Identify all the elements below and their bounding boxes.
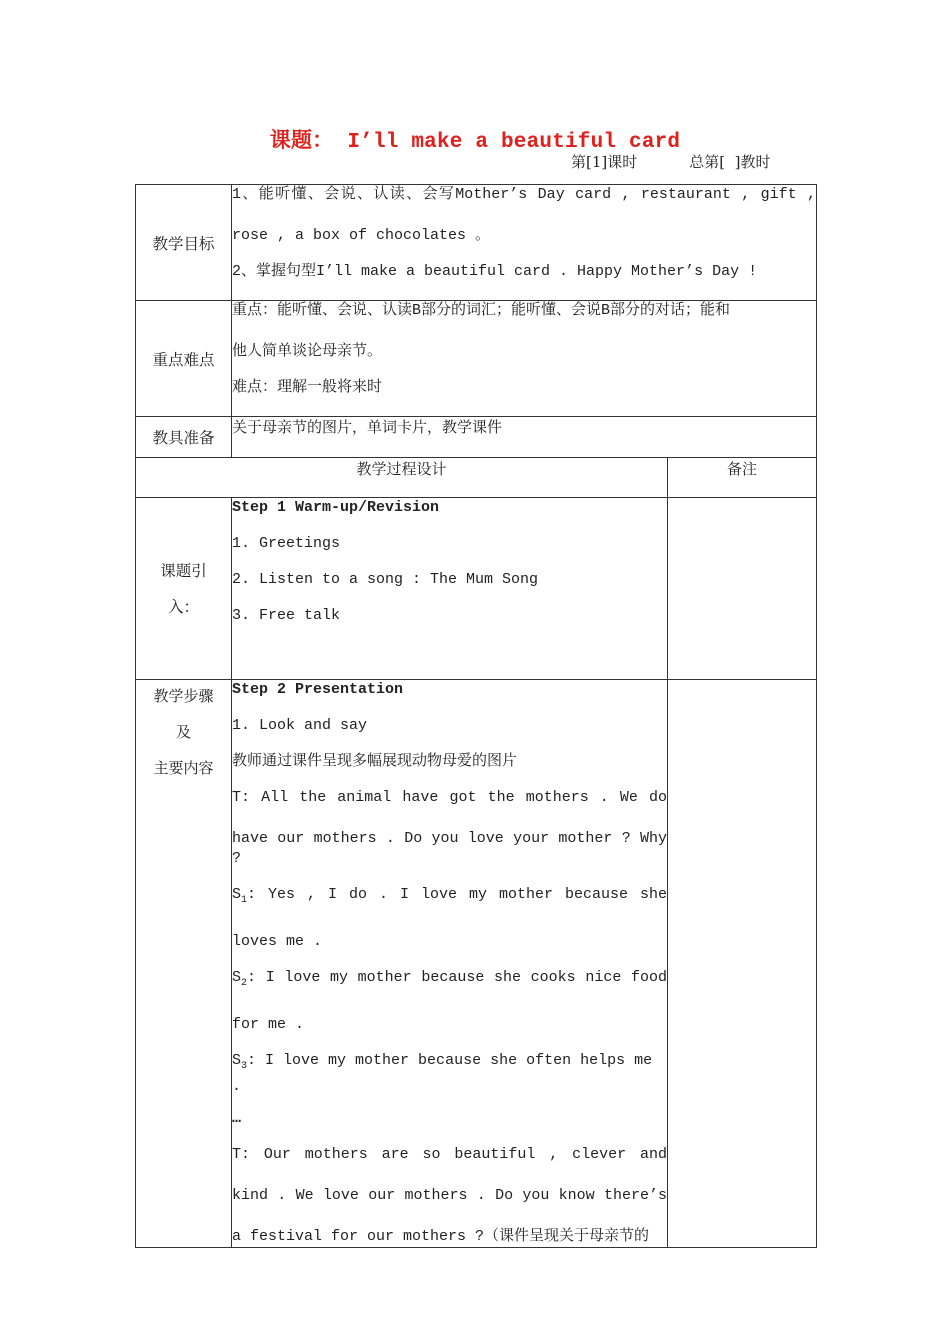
- intro-notes: [668, 498, 817, 680]
- row-goals: [136, 185, 817, 301]
- student-3-prefix: S: [232, 1052, 242, 1069]
- intro-label: [136, 498, 232, 680]
- steps-label: [136, 680, 232, 1248]
- steps-notes: [668, 680, 817, 1248]
- steps-label-line-1: 教学步骤: [153, 687, 214, 705]
- student-2-sub: 2: [241, 978, 248, 989]
- lesson-plan-table: [135, 184, 817, 1248]
- row-steps: [136, 680, 817, 1248]
- student-2-text: : I love my mother because she cooks nice food: [247, 969, 667, 986]
- keypoints-line-2: 他人简单谈论母亲节。: [232, 343, 383, 360]
- student-3-line: [232, 1051, 667, 1097]
- notes-header: 备注: [668, 458, 817, 498]
- intro-item-3: 3. Free talk: [232, 607, 341, 624]
- intro-label-line-1: 课题引: [160, 561, 207, 580]
- row-materials: [136, 417, 817, 458]
- student-2-prefix: S: [232, 969, 242, 986]
- student-3-sub: 3: [241, 1061, 248, 1072]
- student-2-line-b: for me .: [232, 1016, 305, 1033]
- student-1-sub: 1: [241, 895, 248, 906]
- teacher-line-1b: have our mothers . Do you love your mother ? Why ?: [232, 830, 667, 867]
- teacher-line-1a: T: All the animal have got the mothers . We do: [232, 789, 667, 806]
- intro-item-2: 2. Listen to a song : The Mum Song: [232, 571, 539, 588]
- process-header: 教学过程设计: [136, 458, 668, 498]
- row-process-header: [136, 458, 817, 498]
- student-3-text: : I love my mother because she often helps me .: [232, 1052, 653, 1095]
- steps-step-title: Step 2 Presentation: [232, 681, 404, 698]
- student-1-line-b: loves me .: [232, 933, 323, 950]
- steps-description: 教师通过课件呈现多幅展现动物母爱的图片: [232, 753, 518, 770]
- lesson-info: [571, 151, 771, 172]
- intro-label-line-2: 入：: [167, 597, 199, 616]
- goals-content: [232, 185, 817, 301]
- teacher-line-2c: a festival for our mothers ?（课件呈现关于母亲节的: [232, 1228, 650, 1245]
- keypoints-label: 重点难点: [136, 301, 232, 417]
- intro-content: [232, 498, 668, 680]
- keypoints-content: [232, 301, 817, 417]
- student-1-line-a: [232, 885, 667, 911]
- student-2-line-a: [232, 968, 667, 994]
- intro-item-1: 1. Greetings: [232, 535, 341, 552]
- ellipsis: …: [232, 1110, 242, 1127]
- materials-content: [232, 417, 817, 458]
- student-1-prefix: S: [232, 886, 242, 903]
- page-title: [0, 124, 950, 154]
- teacher-line-2b: kind . We love our mothers . Do you know there’s: [232, 1187, 667, 1204]
- teacher-line-2a: T: Our mothers are so beautiful , clever and: [232, 1146, 667, 1163]
- goals-label: 教学目标: [136, 185, 232, 301]
- lesson-period: 第[1]课时: [571, 153, 638, 171]
- steps-sub-title: 1. Look and say: [232, 717, 368, 734]
- title-text: I’ll make a beautiful card: [347, 131, 681, 154]
- steps-content: [232, 680, 668, 1248]
- title-prefix: 课题：: [269, 128, 334, 152]
- materials-text: 关于母亲节的图片，单词卡片，教学课件: [232, 418, 503, 436]
- goals-line-1: 1、能听懂、会说、认读、会写Mother’s Day card , restaurant , gift ,: [232, 186, 816, 203]
- keypoints-line-1: 重点：能听懂、会说、认读B部分的词汇；能听懂、会说B部分的对话；能和: [232, 302, 731, 319]
- lesson-total: 总第[ ]教时: [689, 153, 771, 171]
- materials-label: 教具准备: [136, 417, 232, 458]
- keypoints-line-3: 难点：理解一般将来时: [232, 379, 383, 396]
- intro-step-title: Step 1 Warm-up/Revision: [232, 499, 440, 516]
- goals-line-2: rose , a box of chocolates 。: [232, 227, 491, 244]
- row-keypoints: [136, 301, 817, 417]
- student-1-text: : Yes , I do . I love my mother because she: [247, 886, 667, 903]
- row-intro: [136, 498, 817, 680]
- goals-line-3: 2、掌握句型I’ll make a beautiful card . Happy Mother’s Day !: [232, 263, 758, 280]
- steps-label-line-3: 主要内容: [153, 759, 214, 777]
- steps-label-line-2: 及: [175, 723, 191, 741]
